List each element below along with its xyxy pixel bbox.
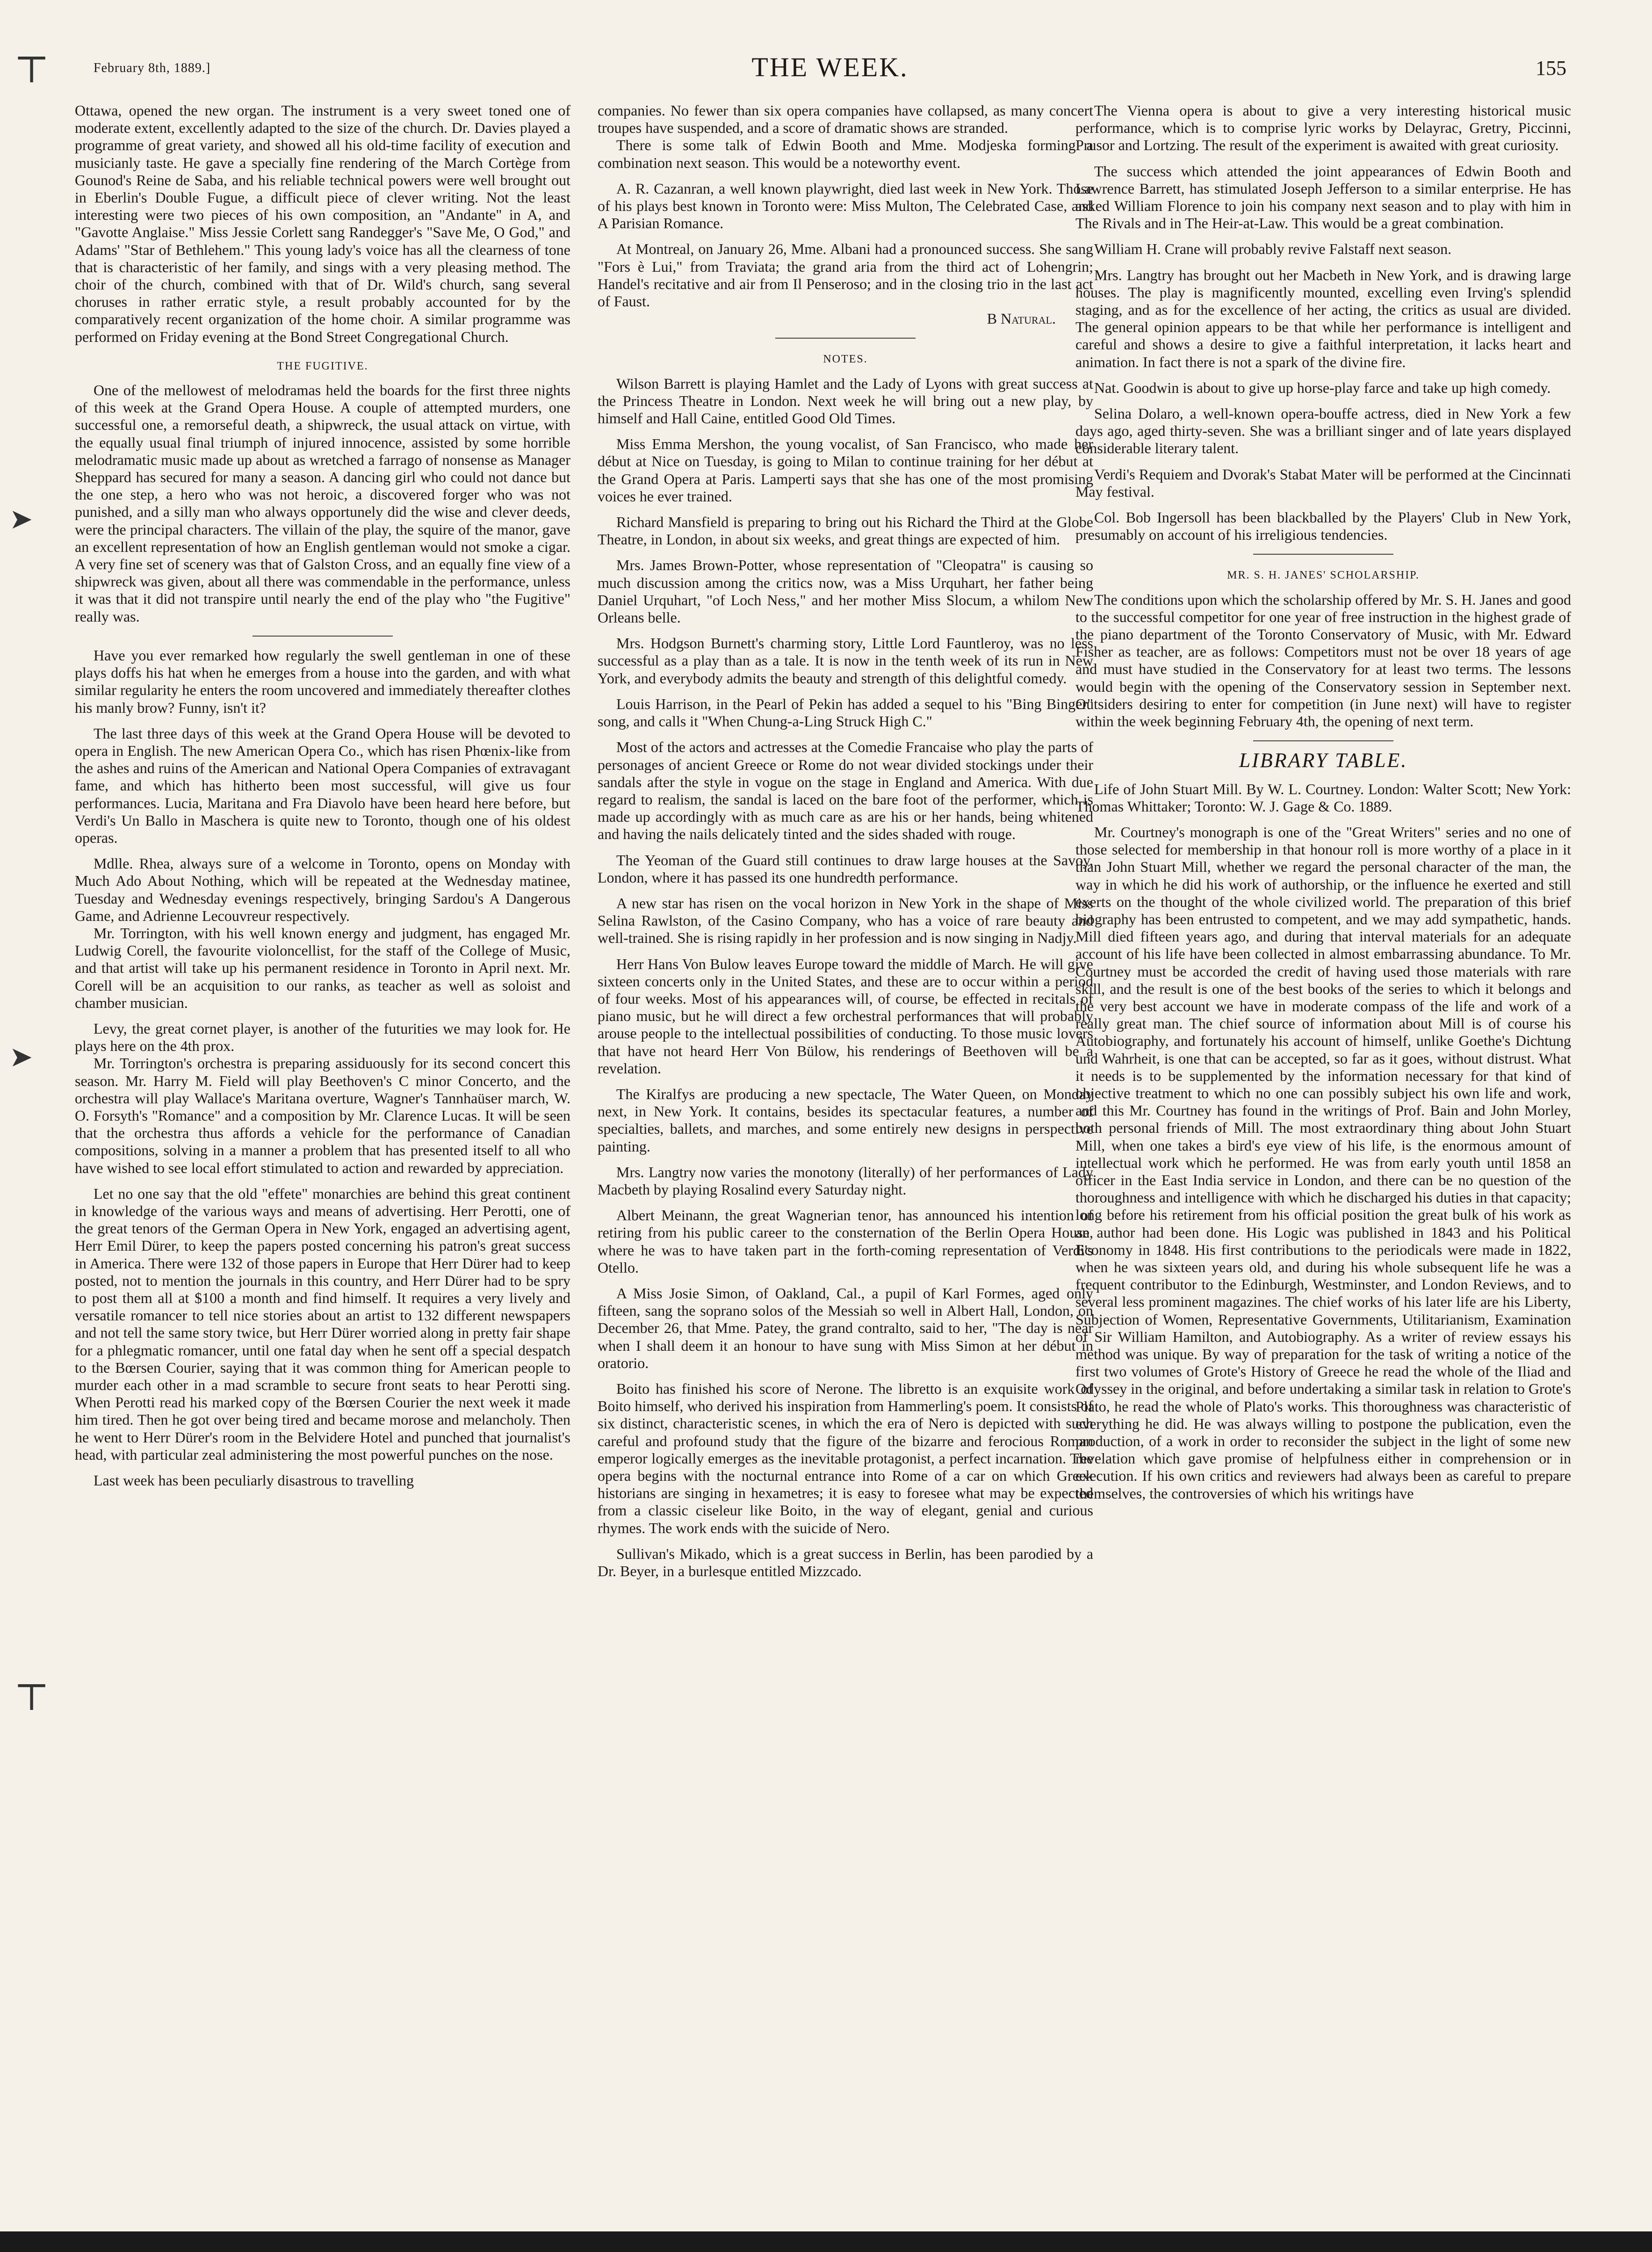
article-paragraph: Levy, the great cornet player, is another of the futurities we may look for. He plays here on the 4th prox. [75,1020,570,1055]
article-paragraph: Mdlle. Rhea, always sure of a welcome in Toronto, opens on Monday with Much Ado About Nothing, which will be repeated at the Wednesday matinee, Tuesday and Wednesday evenings respectively, bringing Sardou's A Dangerous Game, and Adrienne Lecouvreur respectively. [75,855,570,924]
article-paragraph: The Vienna opera is about to give a very interesting historical music performance, which is to comprise lyric works by Delayrac, Gretry, Piccinni, Prusor and Lortzing. The result of the experiment is awaited with great curiosity. [1075,102,1571,154]
page-number: 155 [1536,57,1566,80]
article-paragraph: Col. Bob Ingersoll has been blackballed by the Players' Club in New York, presumably on account of his irreligious tendencies. [1075,509,1571,543]
article-paragraph: Sullivan's Mikado, which is a great success in Berlin, has been parodied by a Dr. Beyer, in a burlesque entitled Mizzcado. [598,1545,1093,1580]
article-paragraph: Mrs. James Brown-Potter, whose representation of "Cleopatra" is causing so much discussion among the critics now, was a Miss Urquhart, her father being Daniel Urquhart, "of Loch Ness," and her mother Miss Slocum, a whilom New Orleans belle. [598,557,1093,626]
margin-mark: ⊤ [14,1677,50,1718]
article-paragraph: The conditions upon which the scholarship offered by Mr. S. H. Janes and good to the successful competitor for one year of free instruction in the highest grade of the piano department of the Toronto Conservatory of Music, with Mr. Edward Fisher as teacher, are as follows: Competitors must not be over 18 years of age and must have studied in the Conservatory for at least two terms. The lessons would begin with the opening of the Conservatory session in September next. Outsiders desiring to enter for competition (in June next) will have to register within the week beginning February 4th, the opening of next term. [1075,591,1571,730]
article-paragraph: Mr. Torrington, with his well known energy and judgment, has engaged Mr. Ludwig Corell, the favourite violoncellist, for the staff of the College of Music, and that artist will take up his permanent residence in Toronto in April next. Mr. Corell will be an acquisition to our ranks, as teacher as well as soloist and chamber musician. [75,924,570,1011]
article-paragraph: There is some talk of Edwin Booth and Mme. Modjeska forming a combination next season. This would be a noteworthy event. [598,137,1093,171]
article-paragraph: The Kiralfys are producing a new spectacle, The Water Queen, on Monday next, in New York. It contains, besides its spectacular features, a number of specialties, ballets, and marches, and some entirely new designs in perspective painting. [598,1085,1093,1155]
article-paragraph: Verdi's Requiem and Dvorak's Stabat Mater will be performed at the Cincinnati May festival. [1075,465,1571,500]
column-1 [75,102,570,2207]
book-reference: Life of John Stuart Mill. By W. L. Courtney. London: Walter Scott; New York: Thomas Whittaker; Toronto: W. J. Gage & Co. 1889. [1075,780,1571,815]
article-paragraph: Richard Mansfield is preparing to bring out his Richard the Third at the Globe Theatre, in London, in about six weeks, and great things are expected of him. [598,514,1093,548]
publication-title: THE WEEK. [751,52,909,82]
section-heading: NOTES. [823,353,868,366]
article-paragraph: Mrs. Hodgson Burnett's charming story, Little Lord Fauntleroy, was no less successful as a play than as a tale. It is now in the tenth week of its run in New York, and everybody admits the beauty and strength of this delightful comedy. [598,635,1093,687]
article-paragraph: Have you ever remarked how regularly the swell gentleman in one of these plays doffs his hat when he emerges from a house into the garden, and with what similar regularity he enters the room uncovered and immediately thereafter clothes his manly brow? Funny, isn't it? [75,646,570,716]
article-paragraph: Mrs. Langtry now varies the monotony (literally) of her performances of Lady Macbeth by playing Rosalind every Saturday night. [598,1163,1093,1198]
article-paragraph: At Montreal, on January 26, Mme. Albani had a pronounced success. She sang "Fors è Lui," from Traviata; the grand aria from the third act of Lohengrin; Handel's recitative and air from Il Penseroso; and in the closing trio in the last act of Faust. [598,240,1093,310]
author-signature: B Natural. [987,310,1056,327]
article-paragraph: Mr. Torrington's orchestra is preparing assiduously for its second concert this season. Mr. Harry M. Field will play Beethoven's C minor Concerto, and the orchestra will play Wallace's Maritana overture, Wagner's Tannhaüser march, W. O. Forsyth's "Romance" and a composition by Mr. Clarence Lucas. It will be seen that the orchestra thus affords a vehicle for the performance of Canadian compositions, solving in a manner a problem that has presented itself to all who have wished to see local effort stimulated to action and rewarded by appreciation. [75,1055,570,1176]
article-paragraph: Nat. Goodwin is about to give up horse-play farce and take up high comedy. [1094,379,1551,396]
article-paragraph: Boito has finished his score of Nerone. The libretto is an exquisite work of Boito himself, who derived his inspiration from Hammerling's poem. It consists of six distinct, characteristic scenes, in which the era of Nero is depicted with such careful and profound study that the figure of the bizarre and ferocious Roman emperor logically emerges as the inevitable protagonist, a perfect incarnation. The opera begins with the nocturnal entrance into Rome of a car on which Greek historians are singing in hexametres; it is easy to foresee what may be expected from a classic ciseleur like Boito, in the way of elegant, genial and curious rhymes. The work ends with the suicide of Nero. [598,1380,1093,1536]
article-paragraph: Mrs. Langtry has brought out her Macbeth in New York, and is drawing large houses. The play is magnificently mounted, excelling even Irving's splendid staging, and as for the excellence of her acting, the critics as usual are divided. The general opinion appears to be that while her performance is intelligent and careful and shows a desire to give a faithful interpretation, it lacks heart and animation. In fact there is not a spark of the divine fire. [1075,266,1571,370]
margin-mark: ⊤ [14,50,50,91]
column-3 [1075,102,1571,2207]
column-2 [598,102,1093,2207]
divider [1253,740,1393,741]
article-paragraph: The last three days of this week at the Grand Opera House will be devoted to opera in English. The new American Opera Co., which has risen Phœnix-like from the ashes and ruins of the American and National Opera Companies of extravagant fame, and which has hitherto been most successful, will give us four performances. Lucia, Maritana and Fra Diavolo have been heard here before, but Verdi's Un Ballo in Maschera is quite new to Toronto, though one of his oldest operas. [75,724,570,846]
section-heading-library: LIBRARY TABLE. [1239,749,1408,772]
article-paragraph: Louis Harrison, in the Pearl of Pekin has added a sequel to his "Bing Binger" song, and calls it "When Chung-a-Ling Struck High C." [598,695,1093,730]
divider [1253,554,1393,555]
section-heading: THE FUGITIVE. [277,360,368,372]
article-paragraph: Last week has been peculiarly disastrous to travelling [94,1472,414,1489]
article-paragraph: The success which attended the joint appearances of Edwin Booth and Lawrence Barrett, has stimulated Joseph Jefferson to a similar enterprise. He has asked William Florence to join his company next season and to play with him in The Rivals and in The Heir-at-Law. This would be a great combination. [1075,162,1571,232]
issue-date: February 8th, 1889.] [94,61,211,75]
article-paragraph: Wilson Barrett is playing Hamlet and the Lady of Lyons with great success at the Princess Theatre in London. Next week he will bring out a new play, by himself and Hall Caine, entitled Good Old Times. [598,375,1093,427]
article-paragraph: Selina Dolaro, a well-known opera-bouffe actress, died in New York a few days ago, aged thirty-seven. She was a brilliant singer and of late years displayed considerable literary talent. [1075,405,1571,457]
article-paragraph: A new star has risen on the vocal horizon in New York in the shape of Miss Selina Rawlston, of the Casino Company, who has a voice of rare beauty and well-trained. She is rising rapidly in her profession and is now singing in Nadjy. [598,894,1093,947]
margin-mark: ➤ [9,504,33,535]
article-paragraph: Ottawa, opened the new organ. The instrument is a very sweet toned one of moderate extent, excellently adapted to the size of the church. Dr. Davies played a programme of great variety, and showed all his old-time facility of execution and musicianly taste. He gave a specially fine rendering of the March Cortège from Gounod's Reine de Saba, and his reliable technical powers were well brought out in Eberlin's Double Fugue, a difficult piece of clever writing. Not the least interesting were two pieces of his own composition, an "Andante" in A, and "Gavotte Anglaise." Miss Jessie Corlett sang Randegger's "Save Me, O God," and Adams' "Star of Bethlehem." This young lady's voice has all the clearness of tone that is characteristic of her family, and sings with a very pleasing method. The choir of the church, combined with that of Dr. Wild's church, sang several choruses in rather erratic style, a result probably accounted for by the comparatively recent organization of the home choir. A similar programme was performed on Friday evening at the Bond Street Congregational Church. [75,102,570,345]
divider [252,636,393,637]
article-paragraph: Most of the actors and actresses at the Comedie Francaise who play the parts of personages of ancient Greece or Rome do not wear divided stockings under their sandals after the style in vogue on the stage in England and America. With due regard to realism, the sandal is laced on the bare foot of the performer, which is made up accordingly with as much care as are his or her hands, being whitened and having the nails delicately tinted and the sides shaded with rouge. [598,739,1093,843]
article-paragraph: companies. No fewer than six opera companies have collapsed, as many concert troupes have suspended, and a score of dramatic shows are stranded. [598,102,1093,137]
article-paragraph: The Yeoman of the Guard still continues to draw large houses at the Savoy, London, where it has passed its one hundredth performance. [598,851,1093,886]
article-paragraph: William H. Crane will probably revive Falstaff next season. [1094,240,1452,258]
article-paragraph: Miss Emma Mershon, the young vocalist, of San Francisco, who made her début at Nice on Tuesday, is going to Milan to continue training for her début at the Grand Opera at Paris. Lamperti says that she has one of the most promising voices he ever trained. [598,435,1093,505]
article-paragraph: Mr. Courtney's monograph is one of the "Great Writers" series and no one of those selected for membership in that honour roll is more worthy of a place in it than John Stuart Mill, whether we regard the personal character of the man, the way in which he did his work of authorship, or the influence he exerted and still exerts on the thought of the whole civilized world. The preparation of this brief biography has been entrusted to competent, and we may add sympathetic, hands. Mill died fifteen years ago, and during that interval materials for an adequate account of his life have been collected in almost embarrassing abundance. To Mr. Courtney must be accorded the credit of having used those materials with rare skill, and the result is one of the best books of the series to which it belongs and the very best account we have in moderate compass of the life and work of a really great man. The chief source of information about Mill is of course his Autobiography, and fortunately his account of himself, unlike Goethe's Dichtung und Wahrheit, is one that can be accepted, so far as it goes, without distrust. What it needs is to be supplemented by the information necessary for that kind of objective treatment to which no one can possibly subject his own life and work, and this Mr. Courtney has found in the writings of Prof. Bain and John Morley, both personal friends of Mill. The most extraordinary thing about John Stuart Mill, when one takes a bird's eye view of his life, is the enormous amount of intellectual work which he performed. He was from early youth until 1858 an officer in the East India service in London, and there can be no question of the thoroughness and intelligence with which he discharged his duties in that capacity; long before his retirement from his official position the great bulk of his work as an author had been done. His Logic was published in 1843 and his Political Economy in 1848. His first contributions to the periodicals were made in 1822, when he was sixteen years old, and during his whole subsequent life he was a frequent contributor to the Edinburgh, Westminster, and London Reviews, and to several less prominent magazines. The chief works of his later life are his Liberty, Subjection of Women, Representative Governments, Utilitarianism, Examination of Sir William Hamilton, and Autobiography. As a writer of review essays his method was unique. By way of preparation for the task of writing a notice of the first two volumes of Grote's History of Greece he read the whole of the Iliad and Odyssey in the original, and before undertaking a similar task in relation to Grote's Plato, he read the whole of Plato's works. This thoroughness was characteristic of everything he did. He was always willing to postpone the publication, even the production, of a work in order to reconsider the subject in the light of some new revelation which gave promise of helpfulness either in comprehension or in execution. If his own critics and reviewers had always been as careful to prepare themselves, the controversies of which his writings have [1075,823,1571,1502]
scan-edge [0,2231,1652,2252]
section-heading: MR. S. H. JANES' SCHOLARSHIP. [1227,569,1420,582]
article-paragraph: Let no one say that the old "effete" monarchies are behind this great continent in knowledge of the various ways and means of advertising. Herr Perotti, one of the great tenors of the German Opera in New York, engaged an advertising agent, Herr Emil Dürer, to keep the papers posted concerning his patron's great success in America. There were 132 of those papers in Europe that Herr Dürer had to keep posted, not to mention the journals in this country, and Herr Dürer had to be spry to post them all at $100 a month and find himself. It requires a very lively and versatile romancer to tell nice stories about an artist to 132 different newspapers and not tell the same story twice, but Herr Dürer worried along in pretty fair shape for a phlegmatic romancer, until one fatal day when he sent off a special despatch to the Bœrsen Courier, saying that it was common thing for American people to murder each other in a mad scramble to secure front seats to hear Perotti sing. When Perotti read his marked copy of the Bœrsen Courier the next week it made him tired. Then he got over being tired and became morose and melancholy. Then he went to Herr Dürer's room in the Belvidere Hotel and punched that journalist's head, with particular zeal administering the most powerful punches on the nose. [75,1185,570,1463]
article-paragraph: Herr Hans Von Bulow leaves Europe toward the middle of March. He will give sixteen concerts only in the United States, and these are to occur within a period of four weeks. Most of his appearances will, of course, be effected in recitals of piano music, but he will direct a few orchestral performances that will probably arouse people to the intellectual possibilities of conducting. To those music lovers that have not heard Herr Von Bülow, his renderings of Beethoven will be a revelation. [598,955,1093,1077]
article-paragraph: One of the mellowest of melodramas held the boards for the first three nights of this week at the Grand Opera House. A couple of attempted murders, one successful one, a remorseful death, a shipwreck, the usual attack on virtue, with the equally usual final triumph of injured innocence, assisted by some horrible melodramatic music made up about as wretched a farrago of nonsense as Manager Sheppard has secured for many a season. A dancing girl who could not dance but the one step, a hero who was not heroic, a discovered forger who was not punished, and a silly man who always opportunely did the wise and clever deeds, were the principal characters. The villain of the play, the squire of the manor, gave an excellent representation of how an English gentleman would not smoke a cigar. A very fine set of scenery was that of Galston Cross, and an equally fine view of a shipwreck was given, about all there was commendable in the performance, unless it was that it did not transpire until nearly the end of the play who "the Fugitive" really was. [75,382,570,625]
article-paragraph: A. R. Cazanran, a well known playwright, died last week in New York. Those of his plays best known in Toronto were: Miss Multon, The Celebrated Case, and A Parisian Romance. [598,180,1093,232]
article-paragraph: Albert Meinann, the great Wagnerian tenor, has announced his intention of retiring from his public career to the consternation of the Berlin Opera House, where he was to have taken part in the forth-coming representation of Verdi's Otello. [598,1207,1093,1276]
article-paragraph: A Miss Josie Simon, of Oakland, Cal., a pupil of Karl Formes, aged only fifteen, sang the soprano solos of the Messiah so well in Albert Hall, London, on December 26, that Mme. Patey, the grand contralto, said to her, "The day is near when I shall deem it an honour to have sung with Miss Simon at her début in oratorio. [598,1284,1093,1371]
page-header [94,51,1566,84]
divider [775,338,916,339]
margin-mark: ➤ [9,1042,33,1072]
